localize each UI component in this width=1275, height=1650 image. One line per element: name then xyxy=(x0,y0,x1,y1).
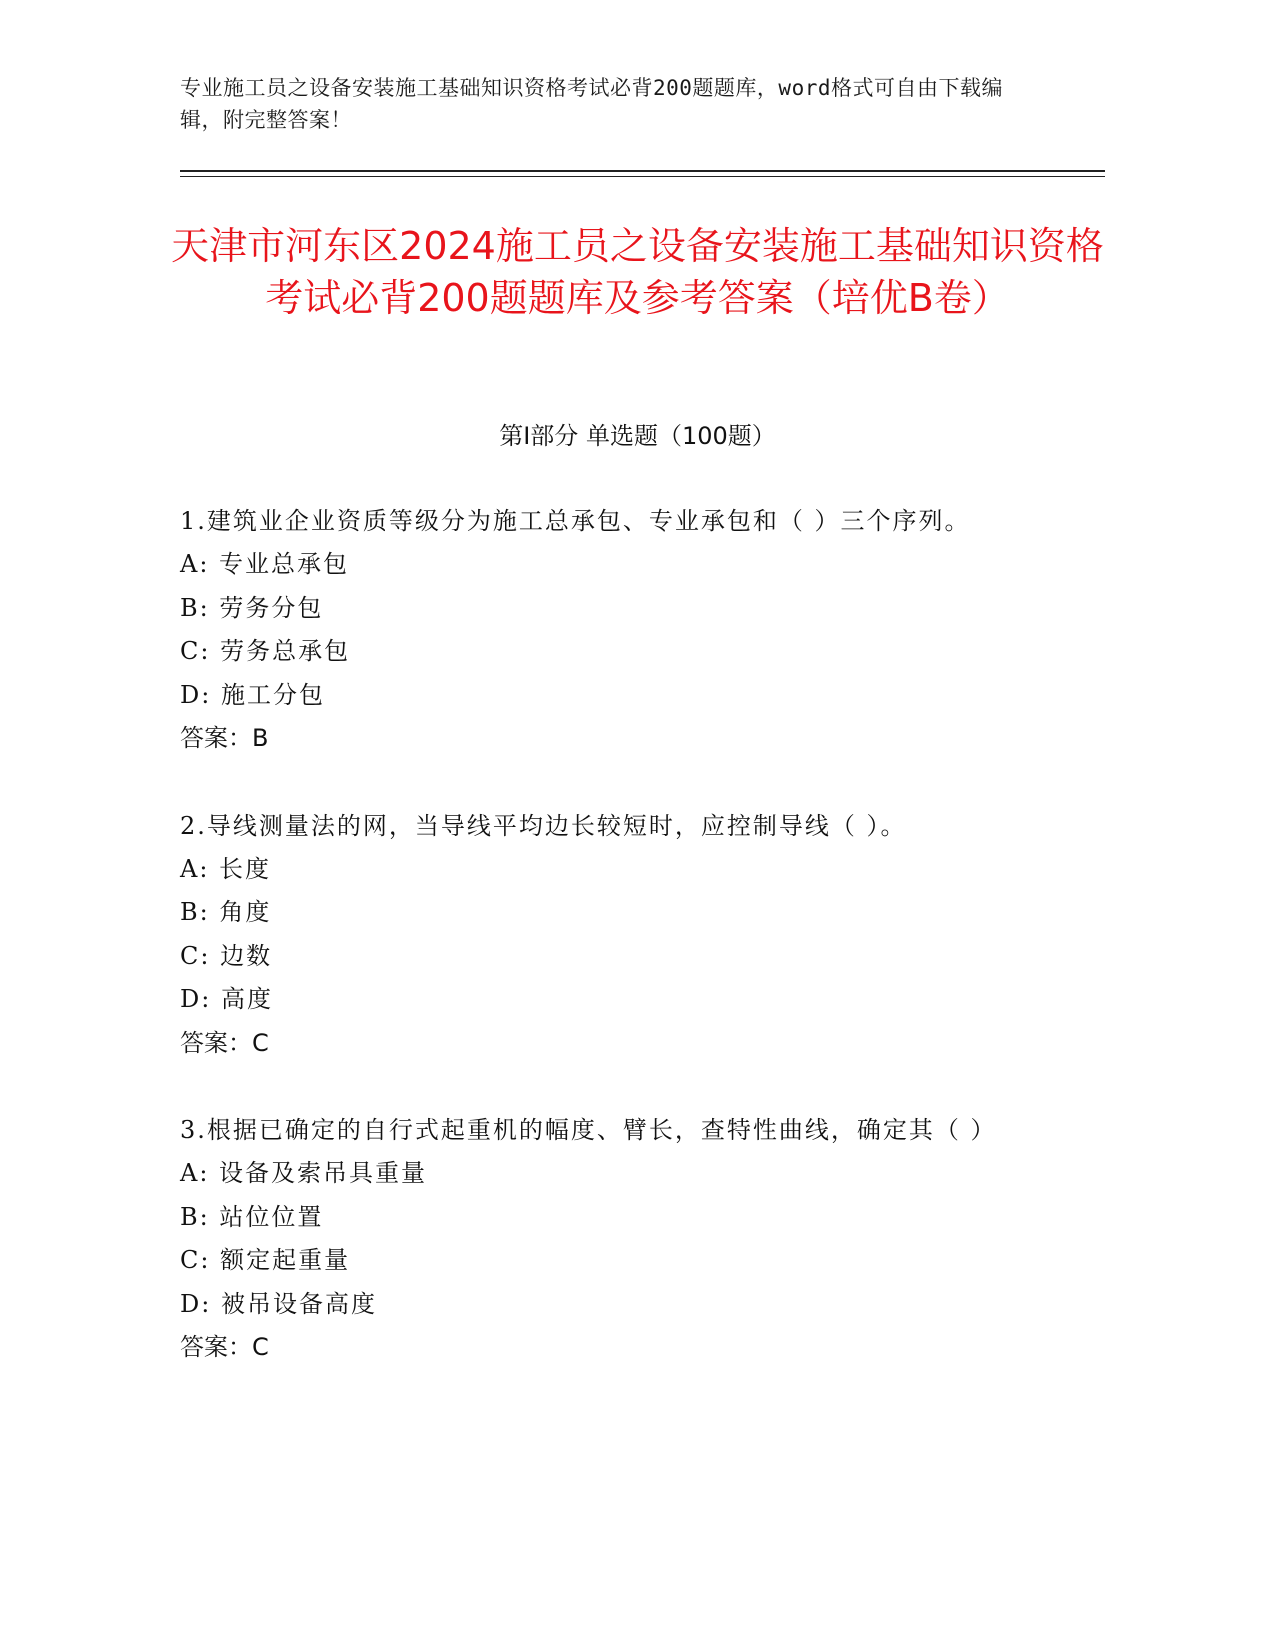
option-d: D: 施工分包 xyxy=(180,680,325,709)
option-a: A: 专业总承包 xyxy=(180,550,350,578)
option-b: B: 角度 xyxy=(180,898,272,926)
document-title: 天津市河东区2024施工员之设备安装施工基础知识资格考试必背200题题库及参考答案（培优B卷） xyxy=(171,224,1104,320)
section-title: 第Ⅰ部分 单选题（100题） xyxy=(499,422,776,450)
option-a: A: 设备及索吊具重量 xyxy=(180,1159,428,1187)
option-b: B: 站位位置 xyxy=(180,1202,324,1231)
question-list xyxy=(180,500,1080,1414)
option-c: C: 额定起重量 xyxy=(180,1246,351,1274)
question-stem: 1.建筑业企业资质等级分为施工总承包、专业承包和（ ）三个序列。 xyxy=(180,507,971,535)
header-note: 专业施工员之设备安装施工基础知识资格考试必背200题题库，word格式可自由下载编辑，附完整答案！ xyxy=(180,76,1003,132)
option-c: C: 劳务总承包 xyxy=(180,637,351,665)
answer: 答案：C xyxy=(180,1028,269,1057)
option-c: C: 边数 xyxy=(180,941,273,970)
answer: 答案：C xyxy=(180,1333,269,1361)
option-a: A: 长度 xyxy=(180,854,272,883)
option-d: D: 高度 xyxy=(180,985,273,1013)
answer: 答案：B xyxy=(180,724,269,752)
question-stem: 3.根据已确定的自行式起重机的幅度、臂长，查特性曲线，确定其（ ） xyxy=(180,1116,997,1144)
question-stem: 2.导线测量法的网，当导线平均边长较短时，应控制导线（ ）。 xyxy=(180,811,907,840)
question-2 xyxy=(180,805,1080,1066)
option-d: D: 被吊设备高度 xyxy=(180,1289,377,1318)
header-divider-thick xyxy=(180,170,1105,172)
question-3 xyxy=(180,1109,1080,1370)
question-1 xyxy=(180,500,1080,761)
option-b: B: 劳务分包 xyxy=(180,593,324,622)
header-divider-thin xyxy=(180,176,1105,177)
